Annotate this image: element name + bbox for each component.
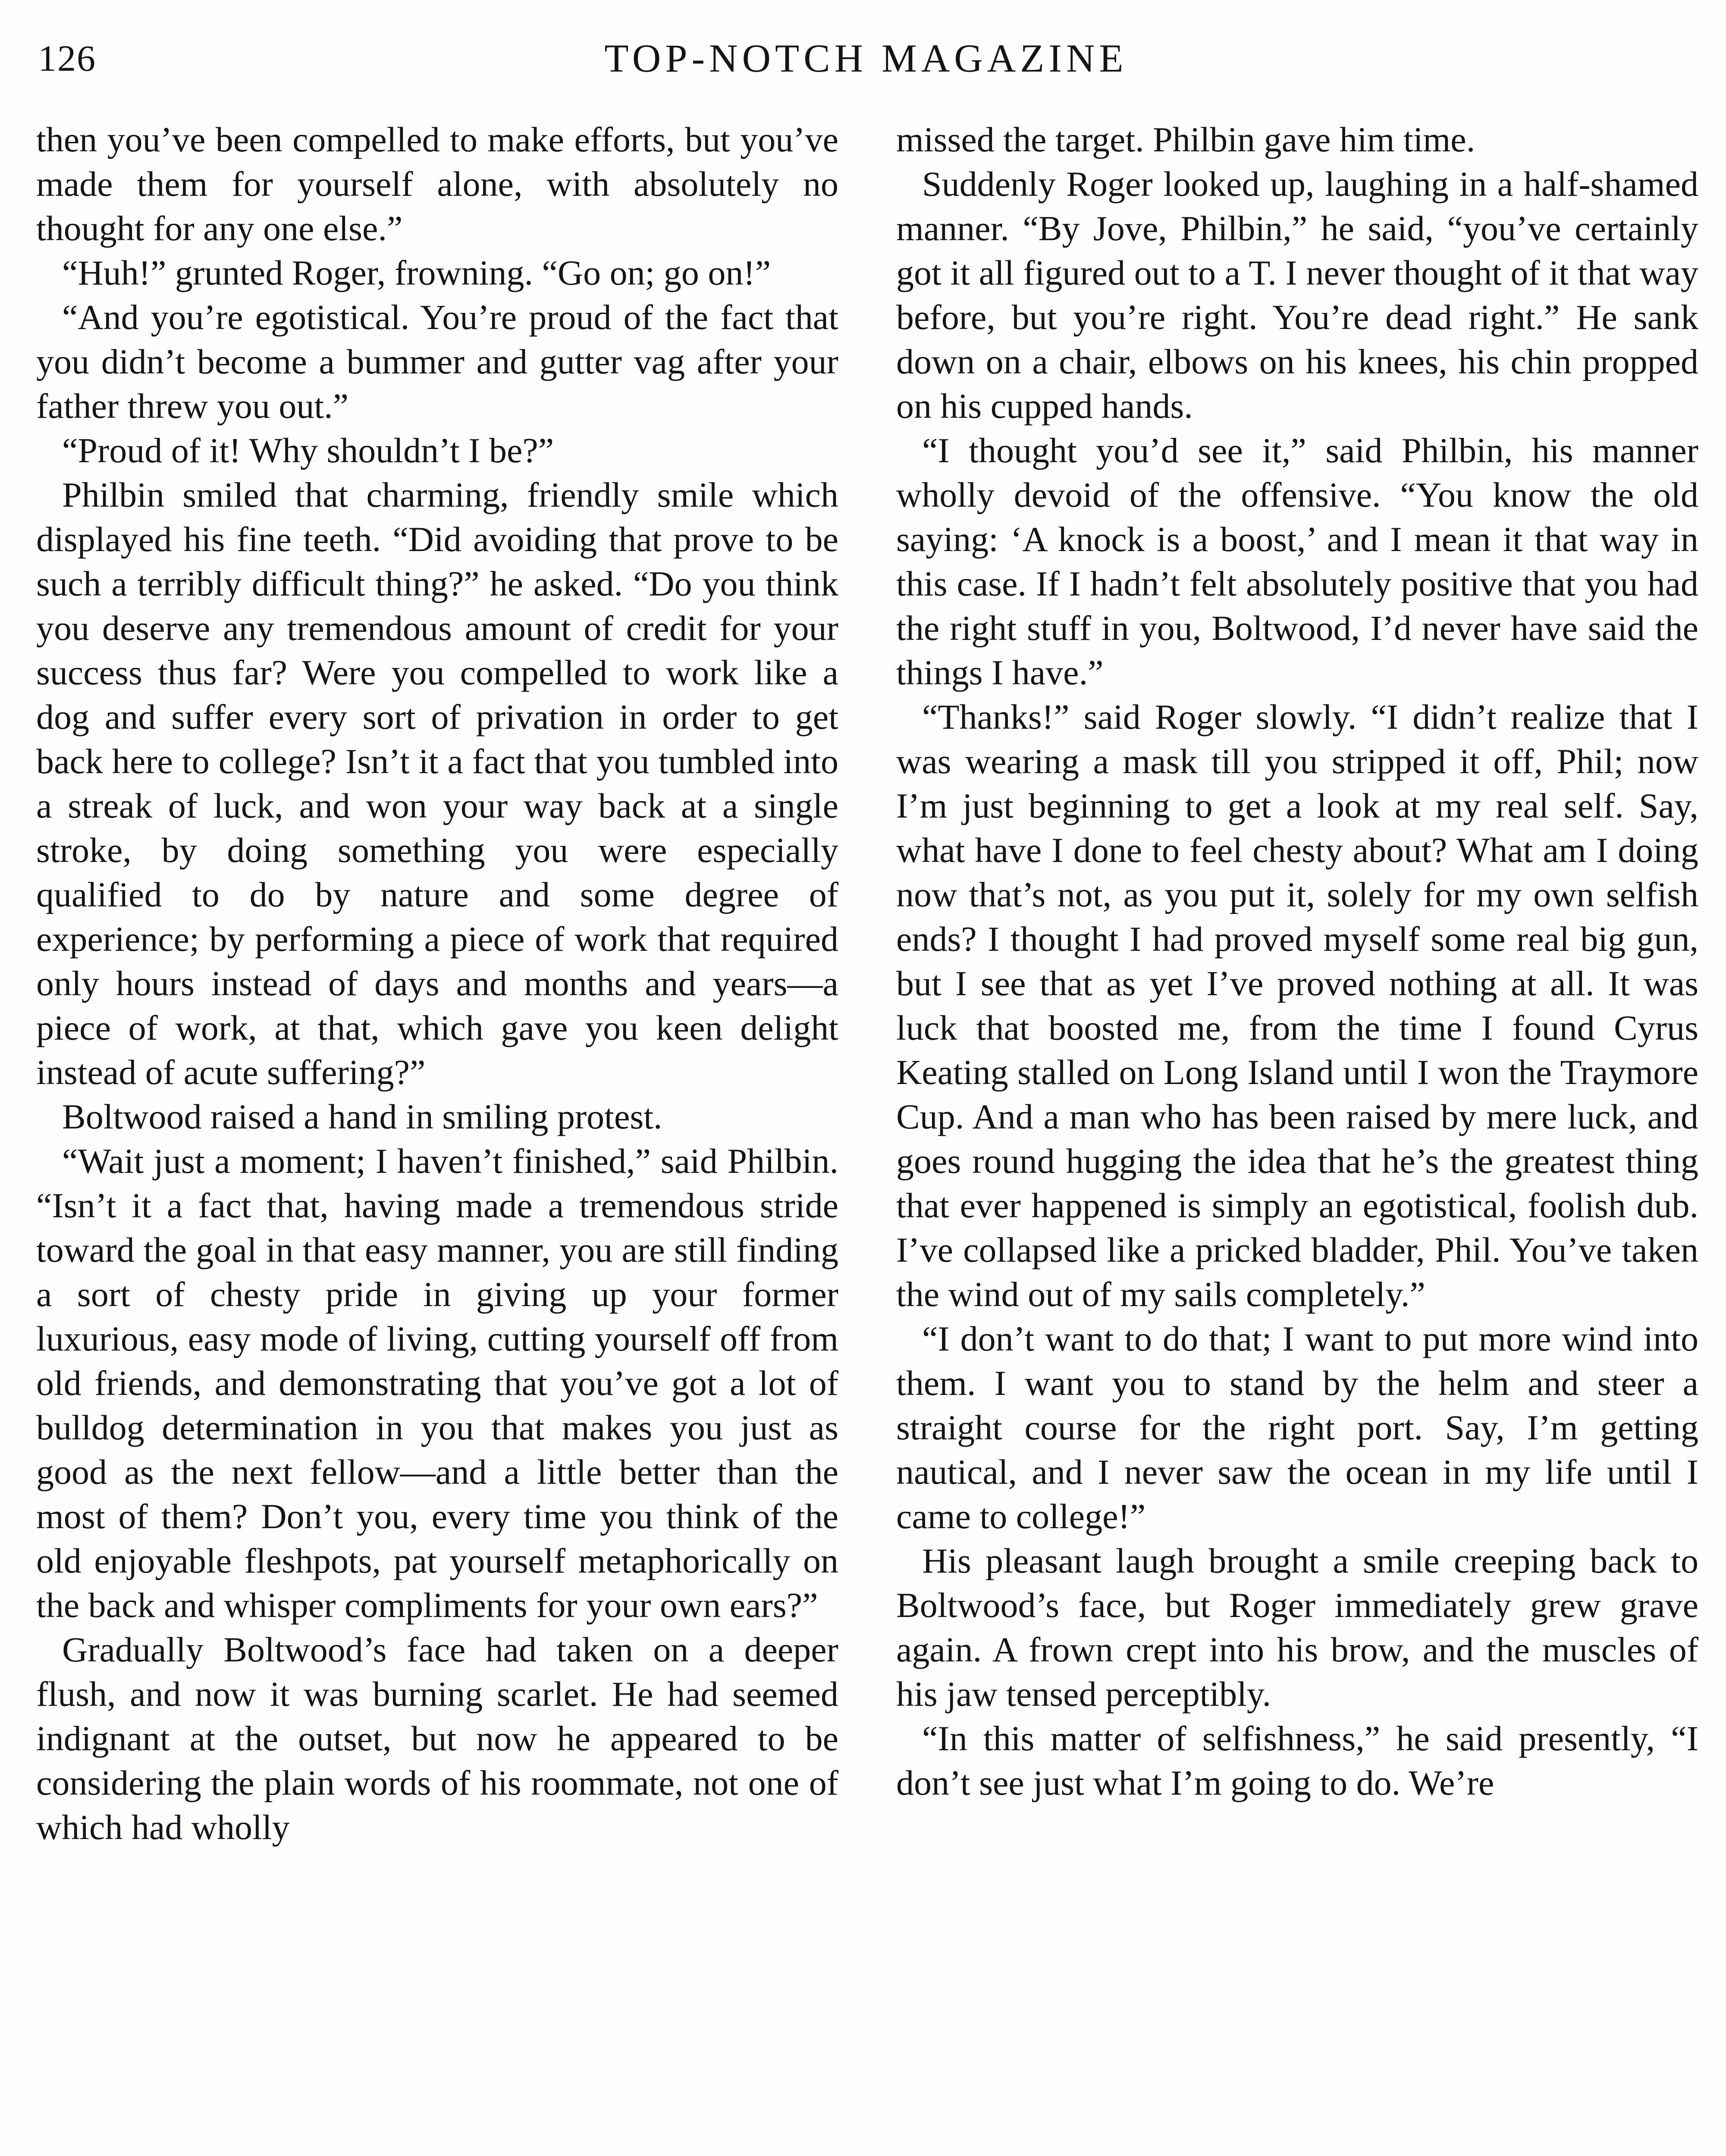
- paragraph: then you’ve been compelled to make efforts, but you’ve made them for yourself alone, with absolutely no thought for any one else.”: [36, 120, 838, 248]
- left-text-column: [36, 117, 838, 2156]
- page-header: [38, 30, 1694, 95]
- paragraph: Gradually Boltwood’s face had taken on a deeper flush, and now it was burning scarlet. He had seemed indignant at the outset, but now he appeared to be considering the plain words of his roommate, not one of which had wholly: [36, 1630, 838, 1847]
- paragraph: Suddenly Roger looked up, laughing in a half-shamed manner. “By Jove, Philbin,” he said, “you’ve certainly got it all figured out to a T. I never thought of it that way before, but you’re right. You’re dead right.” He sank down on a chair, elbows on his knees, his chin propped on his cupped hands.: [896, 164, 1698, 426]
- right-text-column: [896, 117, 1698, 2156]
- page-number: 126: [38, 38, 96, 79]
- running-title: TOP-NOTCH MAGAZINE: [604, 36, 1128, 80]
- paragraph: Philbin smiled that charming, friendly smile which displayed his fine teeth. “Did avoiding that prove to be such a terribly difficult thing?” he asked. “Do you think you deserve any tremendous amount of credit for your success thus far? Were you compelled to work like a dog and suffer every sort of privation in order to get back here to college? Isn’t it a fact that you tumbled into a streak of luck, and won your way back at a single stroke, by doing something you were especially qualified to do by nature and some degree of experience; by performing a piece of work that required only hours instead of days and months and years—a piece of work, at that, which gave you keen delight instead of acute suffering?”: [36, 475, 838, 1092]
- paragraph: Boltwood raised a hand in smiling protest.: [62, 1097, 662, 1136]
- paragraph: missed the target. Philbin gave him time.: [896, 120, 1475, 159]
- paragraph: “I don’t want to do that; I want to put more wind into them. I want you to stand by the helm and steer a straight course for the right port. Say, I’m getting nautical, and I never saw the ocean in my life until I came to college!”: [896, 1319, 1698, 1536]
- paragraph: His pleasant laugh brought a smile creeping back to Boltwood’s face, but Roger immediately grew grave again. A frown crept into his brow, and the muscles of his jaw tensed perceptibly.: [896, 1541, 1698, 1714]
- paragraph: “Wait just a moment; I haven’t finished,” said Philbin. “Isn’t it a fact that, having made a tremendous stride toward the goal in that easy manner, you are still finding a sort of chesty pride in giving up your former luxurious, easy mode of living, cutting yourself off from old friends, and demonstrating that you’ve got a lot of bulldog determination in you that makes you just as good as the next fellow—and a little better than the most of them? Don’t you, every time you think of the old enjoyable fleshpots, pat yourself metaphorically on the back and whisper compliments for your own ears?”: [36, 1141, 838, 1625]
- paragraph: “I thought you’d see it,” said Philbin, his manner wholly devoid of the offensive. “You know the old saying: ‘A knock is a boost,’ and I mean it that way in this case. If I hadn’t felt absolutely positive that you had the right stuff in you, Boltwood, I’d never have said the things I have.”: [896, 431, 1698, 692]
- paragraph: “And you’re egotistical. You’re proud of the fact that you didn’t become a bummer and gutter vag after your father threw you out.”: [36, 298, 838, 426]
- paragraph: “Huh!” grunted Roger, frowning. “Go on; go on!”: [62, 253, 771, 292]
- paragraph: “In this matter of selfishness,” he said presently, “I don’t see just what I’m going to do. We’re: [896, 1719, 1698, 1802]
- paragraph: “Proud of it! Why shouldn’t I be?”: [62, 431, 554, 470]
- paragraph: “Thanks!” said Roger slowly. “I didn’t realize that I was wearing a mask till you stripped it off, Phil; now I’m just beginning to get a look at my real self. Say, what have I done to feel chesty about? What am I doing now that’s not, as you put it, solely for my own selfish ends? I thought I had proved myself some real big gun, but I see that as yet I’ve proved nothing at all. It was luck that boosted me, from the time I found Cyrus Keating stalled on Long Island until I won the Traymore Cup. And a man who has been raised by mere luck, and goes round hugging the idea that he’s the greatest thing that ever happened is simply an egotistical, foolish dub. I’ve collapsed like a pricked bladder, Phil. You’ve taken the wind out of my sails completely.”: [896, 697, 1698, 1314]
